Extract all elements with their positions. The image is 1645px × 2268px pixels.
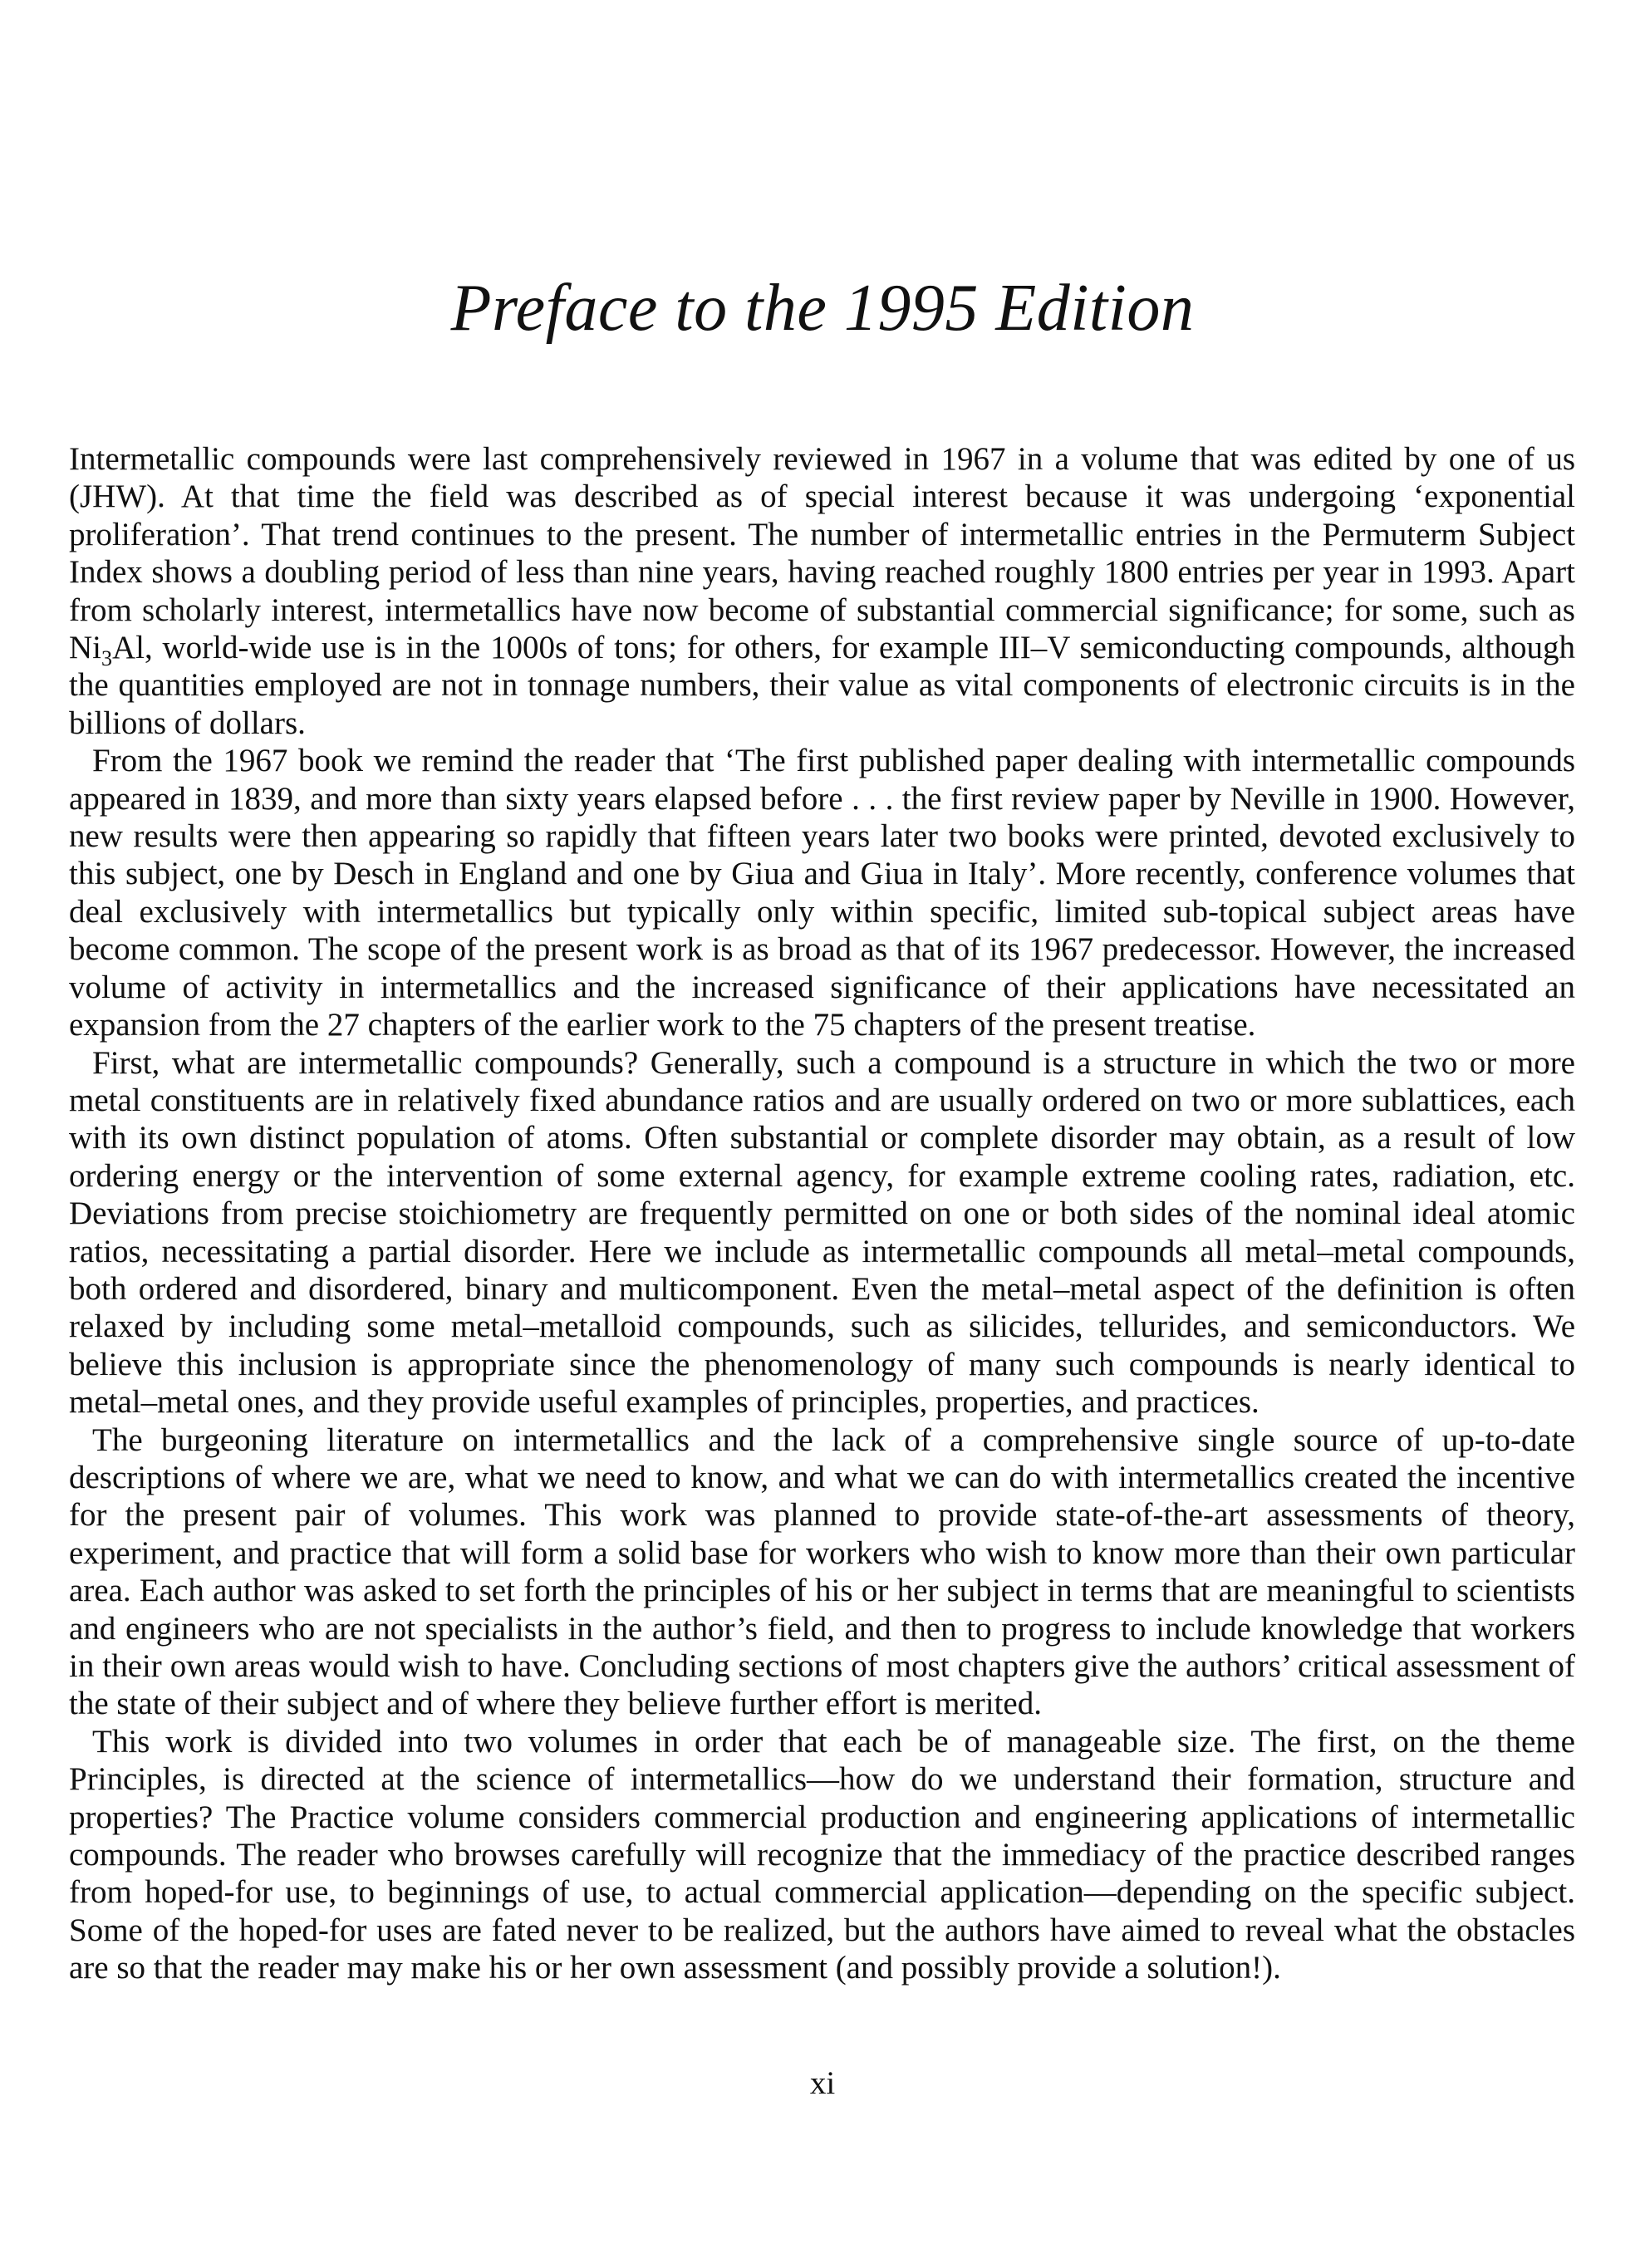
paragraph-1-text-after: Al, world-wide use is in the 1000s of tons; for others, for example III–V semiconducting compounds, although the quantities employed are not in tonnage numbers, their value as vital components of electronic circuits is in the billions of dollars. [69,630,1575,741]
paragraph-1 [69,440,1575,742]
paragraph-3: First, what are intermetallic compounds? Generally, such a compound is a structure in which the two or more metal constituents are in relatively fixed abundance ratios and are usually ordered on two or more sublattices, each with its own distinct population of atoms. Often substantial or complete disorder may obtain, as a result of low ordering energy or the intervention of some external agency, for example extreme cooling rates, radiation, etc. Deviations from precise stoichiometry are frequently permitted on one or both sides of the nominal ideal atomic ratios, necessitating a partial disorder. Here we include as intermetallic compounds all metal–metal compounds, both ordered and disordered, binary and multicomponent. Even the metal–metal aspect of the definition is often relaxed by including some metal–metalloid compounds, such as silicides, tellurides, and semiconductors. We believe this inclusion is appropriate since the phenomenology of many such compounds is nearly identical to metal–metal ones, and they provide useful examples of principles, properties, and practices. [69,1044,1575,1421]
subscript-three: 3 [101,646,112,670]
page-number: xi [809,2065,836,2101]
paragraph-1-text-before: Intermetallic compounds were last comprehensively reviewed in 1967 in a volume that was edited by one of us (JHW). At that time the field was described as of special interest because it was undergoing ‘exponential proliferation’. That trend continues to the present. The number of intermetallic entries in the Permuterm Subject Index shows a doubling period of less than nine years, having reached roughly 1800 entries per year in 1993. Apart from scholarly interest, intermetallics have now become of substantial commercial significance; for some, such as Ni [69,441,1575,666]
page-title: Preface to the 1995 Edition [450,272,1195,345]
paragraph-4: The burgeoning literature on intermetallics and the lack of a comprehensive single source of up-to-date descriptions of where we are, what we need to know, and what we can do with intermetallics created the incentive for the present pair of volumes. This work was planned to provide state-of-the-art assessments of theory, experiment, and practice that will form a solid base for workers who wish to know more than their own particular area. Each author was asked to set forth the principles of his or her subject in terms that are meaningful to scientists and engineers who are not specialists in the author’s field, and then to progress to include knowledge that workers in their own areas would wish to have. Concluding sections of most chapters give the authors’ critical assessment of the state of their subject and of where they believe further effort is merited. [69,1421,1575,1722]
preface-body [69,440,1575,1987]
paragraph-5: This work is divided into two volumes in order that each be of manageable size. The first, on the theme Principles, is directed at the science of intermetallics—how do we understand their formation, structure and properties? The Practice volume considers commercial production and engineering applications of intermetallic compounds. The reader who browses carefully will recognize that the immediacy of the practice described ranges from hoped-for use, to beginnings of use, to actual commercial application—depending on the specific subject. Some of the hoped-for uses are fated never to be realized, but the authors have aimed to reveal what the obstacles are so that the reader may make his or her own assessment (and possibly provide a solution!). [69,1723,1575,1986]
paragraph-2: From the 1967 book we remind the reader that ‘The first published paper dealing with intermetallic compounds appeared in 1839, and more than sixty years elapsed before . . . the first review paper by Neville in 1900. However, new results were then appearing so rapidly that fifteen years later two books were printed, devoted exclusively to this subject, one by Desch in England and one by Giua and Giua in Italy’. More recently, conference volumes that deal exclusively with intermetallics but typically only within specific, limited sub-topical subject areas have become common. The scope of the present work is as broad as that of its 1967 predecessor. However, the increased volume of activity in intermetallics and the increased significance of their applications have necessitated an expansion from the 27 chapters of the earlier work to the 75 chapters of the present treatise. [69,743,1575,1043]
